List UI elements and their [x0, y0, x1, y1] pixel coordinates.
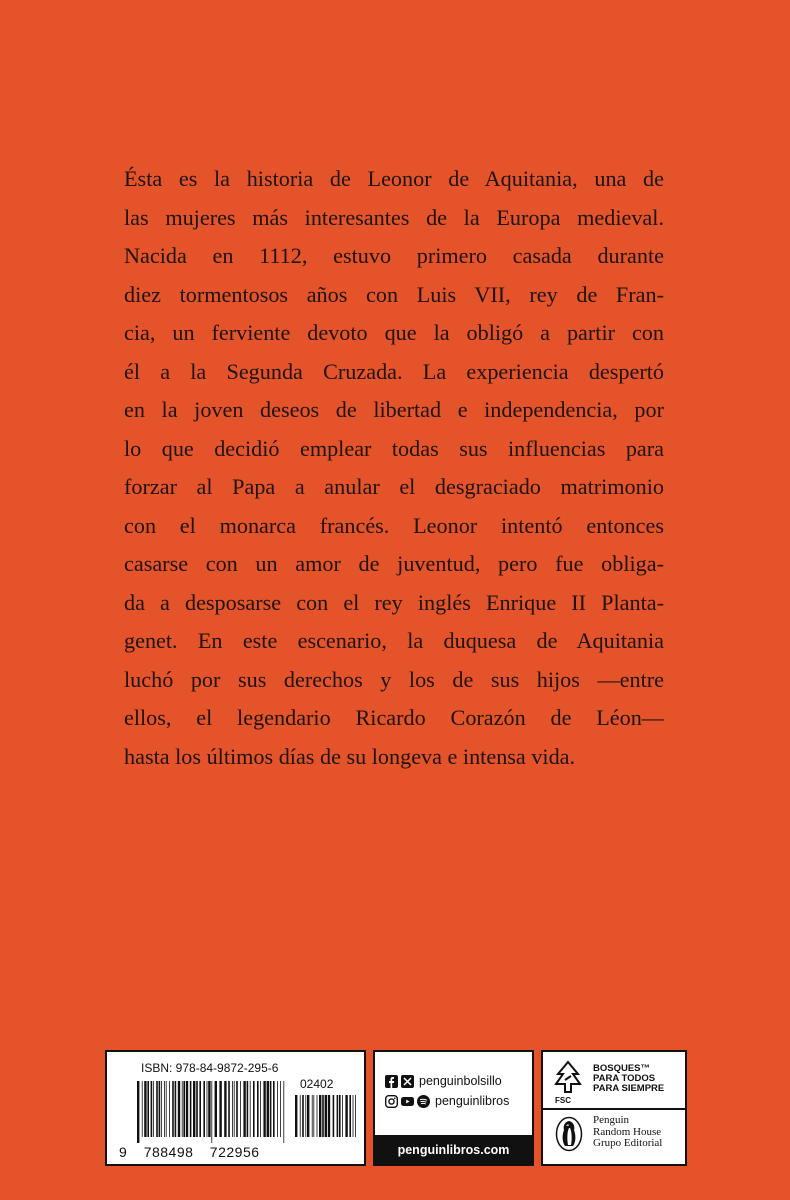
- barcode-bar: [307, 1095, 309, 1137]
- handle-penguinbolsillo[interactable]: penguinbolsillo: [419, 1074, 502, 1088]
- website-link[interactable]: penguinlibros.com: [375, 1135, 532, 1164]
- barcode-bar: [156, 1081, 158, 1137]
- barcode-bar: [353, 1095, 354, 1137]
- publisher-line: Grupo Editorial: [593, 1137, 663, 1149]
- slogan-line: PARA TODOS: [593, 1073, 656, 1084]
- barcode-panel: [105, 1050, 366, 1166]
- barcode-bar: [236, 1081, 238, 1137]
- barcode-bar: [270, 1081, 272, 1137]
- blurb-line: con el monarca francés. Leonor intentó entonces: [124, 512, 664, 538]
- barcode-bar: [328, 1095, 330, 1137]
- fsc-tree-icon: [553, 1060, 583, 1100]
- barcode-bar: [219, 1081, 221, 1137]
- social-row-libros: [385, 1094, 509, 1108]
- barcode-bar: [322, 1095, 324, 1137]
- slogan-line: PARA SIEMPRE: [593, 1083, 665, 1094]
- barcode-bar: [178, 1081, 180, 1137]
- barcode-bar: [333, 1095, 335, 1137]
- social-row-bolsillo: [385, 1074, 502, 1088]
- blurb-line: forzar al Papa a anular el desgraciado matrimonio: [124, 474, 664, 499]
- barcode-bar: [240, 1081, 241, 1137]
- barcode-bar: [313, 1095, 314, 1137]
- barcode-bar: [203, 1081, 205, 1137]
- youtube-icon[interactable]: [401, 1095, 414, 1108]
- barcode-bar: [137, 1081, 139, 1143]
- ean-digits: [119, 1144, 260, 1160]
- barcode-bar: [161, 1081, 162, 1137]
- facebook-icon[interactable]: [385, 1075, 398, 1088]
- barcode-bar: [247, 1081, 249, 1137]
- handle-penguinlibros[interactable]: penguinlibros: [435, 1094, 510, 1108]
- instagram-icon[interactable]: [385, 1095, 398, 1108]
- blurb-line: luchó por sus derechos y los de sus hijos —entre: [124, 666, 664, 692]
- blurb-line: da a desposarse con el rey inglés Enrique II Planta-: [124, 589, 664, 615]
- barcode-bar: [295, 1095, 297, 1137]
- barcode-bar: [319, 1095, 321, 1137]
- barcode-bar: [325, 1095, 327, 1137]
- fsc-certification: [543, 1052, 685, 1110]
- barcode-bar: [190, 1081, 192, 1137]
- barcode-bar: [243, 1081, 245, 1137]
- publisher-line: Penguin: [593, 1114, 630, 1126]
- barcode-bar: [169, 1081, 170, 1137]
- blurb-line: Nacida en 1112, estuvo primero casada durante: [124, 243, 664, 268]
- barcode-bar: [260, 1081, 261, 1137]
- fsc-mark: FSC: [555, 1096, 571, 1105]
- barcode-bar: [199, 1081, 201, 1137]
- blurb-line: él a la Segunda Cruzada. La experiencia despertó: [124, 358, 664, 384]
- ean-group-1: 788498: [143, 1144, 194, 1160]
- publisher-line: Random House: [593, 1125, 662, 1138]
- ean-group-2: 722956: [209, 1144, 260, 1160]
- barcode-bar: [164, 1081, 165, 1137]
- barcode-bar: [234, 1081, 235, 1137]
- barcode-bar: [142, 1081, 143, 1137]
- barcode-bar: [183, 1081, 185, 1137]
- barcode-bar: [186, 1081, 188, 1137]
- barcode-bar: [153, 1081, 154, 1137]
- barcode-bar: [232, 1081, 233, 1137]
- barcode-bar: [193, 1081, 195, 1137]
- barcode-bar: [207, 1081, 208, 1137]
- x-icon[interactable]: [401, 1075, 414, 1088]
- barcode-bar: [182, 1081, 183, 1137]
- barcode-bar: [257, 1081, 259, 1137]
- blurb-line: genet. En este escenario, la duquesa de Aquitania: [124, 628, 664, 653]
- barcode-bar: [283, 1081, 284, 1143]
- barcode-bar: [280, 1081, 281, 1137]
- addon-barcode-icon: [295, 1095, 357, 1143]
- spotify-icon[interactable]: [417, 1095, 430, 1108]
- blurb-line: en la joven deseos de libertad e independencia, por: [124, 397, 664, 422]
- publisher-name: [593, 1115, 662, 1150]
- back-cover-blurb: [124, 160, 664, 776]
- addon-code: 02402: [300, 1077, 334, 1091]
- barcode-bar: [147, 1081, 149, 1137]
- blurb-line: cia, un ferviente devoto que la obligó a partir con: [124, 320, 664, 345]
- barcode-bar: [166, 1081, 167, 1137]
- blurb-line: las mujeres más interesantes de la Europa medieval.: [124, 204, 664, 230]
- penguin-logo-icon: [555, 1116, 583, 1152]
- barcode-bar: [175, 1081, 177, 1137]
- barcode-bar: [277, 1081, 278, 1137]
- barcode-bar: [312, 1095, 313, 1137]
- blurb-line: ellos, el legendario Ricardo Corazón de Léon—: [124, 705, 664, 730]
- ean-first-digit: 9: [119, 1144, 128, 1160]
- barcode-bar: [211, 1081, 212, 1143]
- barcode-bar: [196, 1081, 198, 1137]
- barcode-bar: [144, 1081, 146, 1137]
- barcode-bar: [345, 1095, 347, 1137]
- info-strip: [105, 1050, 687, 1166]
- barcode-bar: [159, 1081, 161, 1137]
- barcode-bar: [355, 1095, 356, 1137]
- barcode-icon: [137, 1081, 287, 1143]
- blurb-line: Ésta es la historia de Leonor de Aquitania, una de: [124, 166, 664, 191]
- barcode-bar: [215, 1081, 217, 1137]
- barcode-bar: [339, 1095, 341, 1137]
- isbn-label: ISBN: 978-84-9872-295-6: [141, 1061, 279, 1075]
- barcode-bar: [263, 1081, 265, 1137]
- blurb-line: casarse con un amor de juventud, pero fue obliga-: [124, 551, 664, 576]
- barcode-bar: [317, 1095, 318, 1137]
- barcode-bar: [342, 1095, 343, 1137]
- barcode-bar: [337, 1095, 339, 1137]
- blurb-line: hasta los últimos días de su longeva e intensa vida.: [124, 743, 576, 769]
- social-panel: [373, 1050, 534, 1166]
- barcode-bar: [151, 1081, 153, 1137]
- barcode-bar: [224, 1081, 226, 1137]
- barcode-bar: [302, 1095, 304, 1137]
- barcode-bar: [300, 1095, 301, 1137]
- barcode-bar: [228, 1081, 230, 1137]
- barcode-bar: [172, 1081, 174, 1137]
- barcode-bar: [253, 1081, 255, 1137]
- blurb-line: lo que decidió emplear todas sus influencias para: [124, 435, 664, 461]
- fsc-slogan: [593, 1064, 664, 1094]
- barcode-bar: [349, 1095, 351, 1137]
- barcode-bar: [273, 1081, 275, 1137]
- barcode-bar: [250, 1081, 251, 1137]
- barcode-bar: [267, 1081, 269, 1137]
- slogan-line: BOSQUES™: [593, 1063, 651, 1074]
- barcode-bar: [305, 1095, 306, 1137]
- barcode-bar: [208, 1081, 210, 1137]
- blurb-line: diez tormentosos años con Luis VII, rey de Fran-: [124, 281, 664, 307]
- brand-panel: [541, 1050, 687, 1166]
